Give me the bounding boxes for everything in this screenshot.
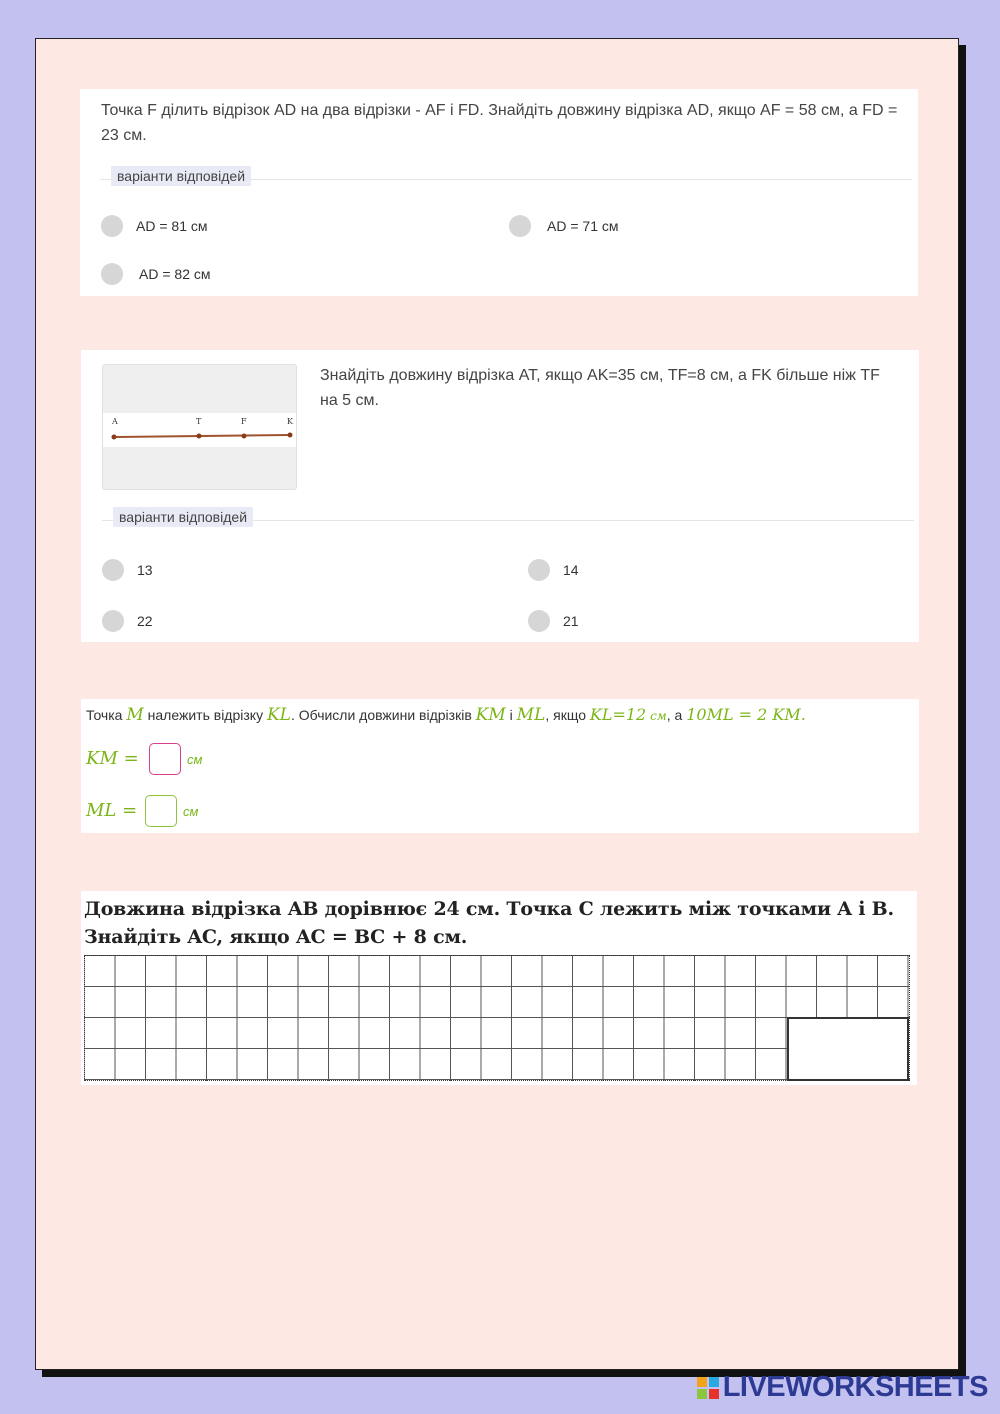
- point-t-label: T: [196, 417, 202, 426]
- answer-1-unit: см: [187, 752, 203, 767]
- point-k-label: K: [287, 417, 293, 426]
- question-1-card: [80, 89, 918, 296]
- segment-diagram: [103, 365, 296, 489]
- option-1-label[interactable]: 13: [137, 562, 153, 578]
- option-2-label[interactable]: AD = 71 см: [547, 218, 619, 234]
- answer-box[interactable]: [787, 1017, 909, 1081]
- radio-option-4[interactable]: [528, 610, 550, 632]
- var-kl: KL: [266, 705, 291, 725]
- logo-squares-icon: [697, 1377, 719, 1399]
- liveworksheets-logo: [697, 1371, 988, 1404]
- question-4-line-1: Довжина відрізка AB дорівнює 24 см. Точка C лежить між точками A і B.: [84, 898, 894, 920]
- answer-1-label: KM =: [86, 748, 139, 769]
- option-1-label[interactable]: AD = 81 см: [136, 218, 208, 234]
- q3-text-part: належить відрізку: [143, 707, 267, 723]
- brand-name: LIVEWORKSHEETS: [722, 1371, 988, 1403]
- ml-answer-input[interactable]: [145, 795, 177, 827]
- var-m: M: [126, 705, 144, 725]
- option-4-label[interactable]: 21: [563, 613, 579, 629]
- radio-option-3[interactable]: [102, 610, 124, 632]
- var-ml: ML: [516, 705, 546, 725]
- options-label: варіанти відповідей: [113, 507, 253, 527]
- question-4-card: [81, 891, 917, 1085]
- question-4-line-2: Знайдіть AC, якщо AC = BC + 8 см.: [84, 926, 468, 948]
- question-3-card: [81, 699, 919, 833]
- worksheet-page: [35, 38, 959, 1370]
- question-2-text: Знайдіть довжину відрізка AT, якщо AK=35 см, TF=8 см, а FK більше ніж TF на 5 см.: [320, 367, 880, 409]
- answer-2-unit: см: [183, 804, 199, 819]
- segment-figure: [102, 364, 297, 490]
- condition-1-unit: см: [650, 709, 667, 723]
- km-answer-input[interactable]: [149, 743, 181, 775]
- option-3-label[interactable]: 22: [137, 613, 153, 629]
- option-3-label[interactable]: AD = 82 см: [139, 266, 211, 282]
- q3-text-part: , якщо: [545, 707, 590, 723]
- q3-text-part: Точка: [86, 707, 127, 723]
- answer-2-label: ML =: [86, 800, 138, 821]
- q3-text-part: , а: [666, 707, 687, 723]
- option-2-label[interactable]: 14: [563, 562, 579, 578]
- radio-option-3[interactable]: [101, 263, 123, 285]
- question-3-text: [86, 705, 806, 725]
- q3-text-part: . Обчисли довжини відрізків: [290, 707, 476, 723]
- point-f-label: F: [241, 417, 247, 426]
- options-label: варіанти відповідей: [111, 166, 251, 186]
- radio-option-2[interactable]: [528, 559, 550, 581]
- question-1-text: Точка F ділить відрізок AD на два відрізки - AF і FD. Знайдіть довжину відрізка AD, якщо AF = 58 см, а FD = 23 см.: [101, 102, 898, 144]
- point-a-label: A: [112, 417, 118, 426]
- condition-2: 10ML = 2 KM.: [686, 705, 806, 724]
- var-km: KM: [475, 705, 506, 725]
- radio-option-1[interactable]: [101, 215, 123, 237]
- radio-option-1[interactable]: [102, 559, 124, 581]
- radio-option-2[interactable]: [509, 215, 531, 237]
- question-2-card: [81, 350, 919, 642]
- q3-text-part: і: [505, 707, 517, 723]
- condition-1: KL=12: [589, 705, 647, 724]
